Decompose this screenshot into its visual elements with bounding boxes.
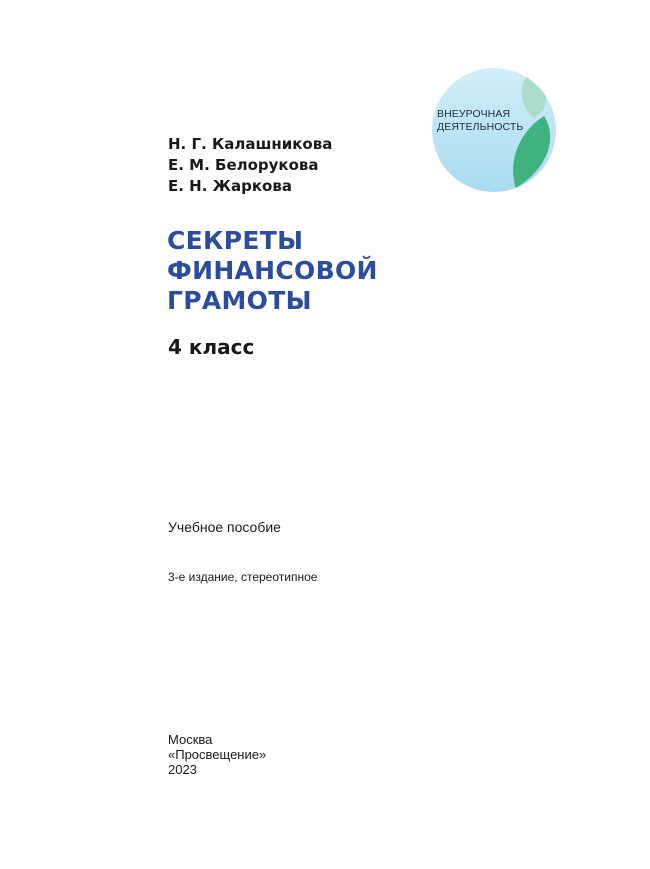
publisher-imprint: [168, 732, 266, 777]
document-type: Учебное пособие: [168, 519, 281, 535]
extracurricular-badge: [432, 68, 556, 192]
imprint-city: Москва: [168, 732, 213, 747]
author-name: Е. Н. Жаркова: [168, 177, 292, 195]
grade-label: 4 класс: [168, 335, 255, 359]
book-title-line1: СЕКРЕТЫ: [167, 226, 304, 255]
badge-label-line1: ВНЕУРОЧНАЯ: [437, 108, 511, 120]
imprint-publisher: «Просвещение»: [168, 747, 267, 762]
imprint-year: 2023: [168, 762, 197, 777]
author-name: Н. Г. Калашникова: [168, 135, 333, 153]
author-name: Е. М. Белорукова: [168, 156, 319, 174]
book-title: [167, 226, 378, 316]
book-title-line2: ФИНАНСОВОЙ: [167, 256, 378, 285]
book-title-line3: ГРАМОТЫ: [167, 286, 312, 315]
badge-label-line2: ДЕЯТЕЛЬНОСТЬ: [437, 121, 524, 133]
badge-label: [437, 108, 553, 134]
authors-list: [168, 134, 332, 197]
edition-note: 3-е издание, стереотипное: [168, 570, 318, 584]
